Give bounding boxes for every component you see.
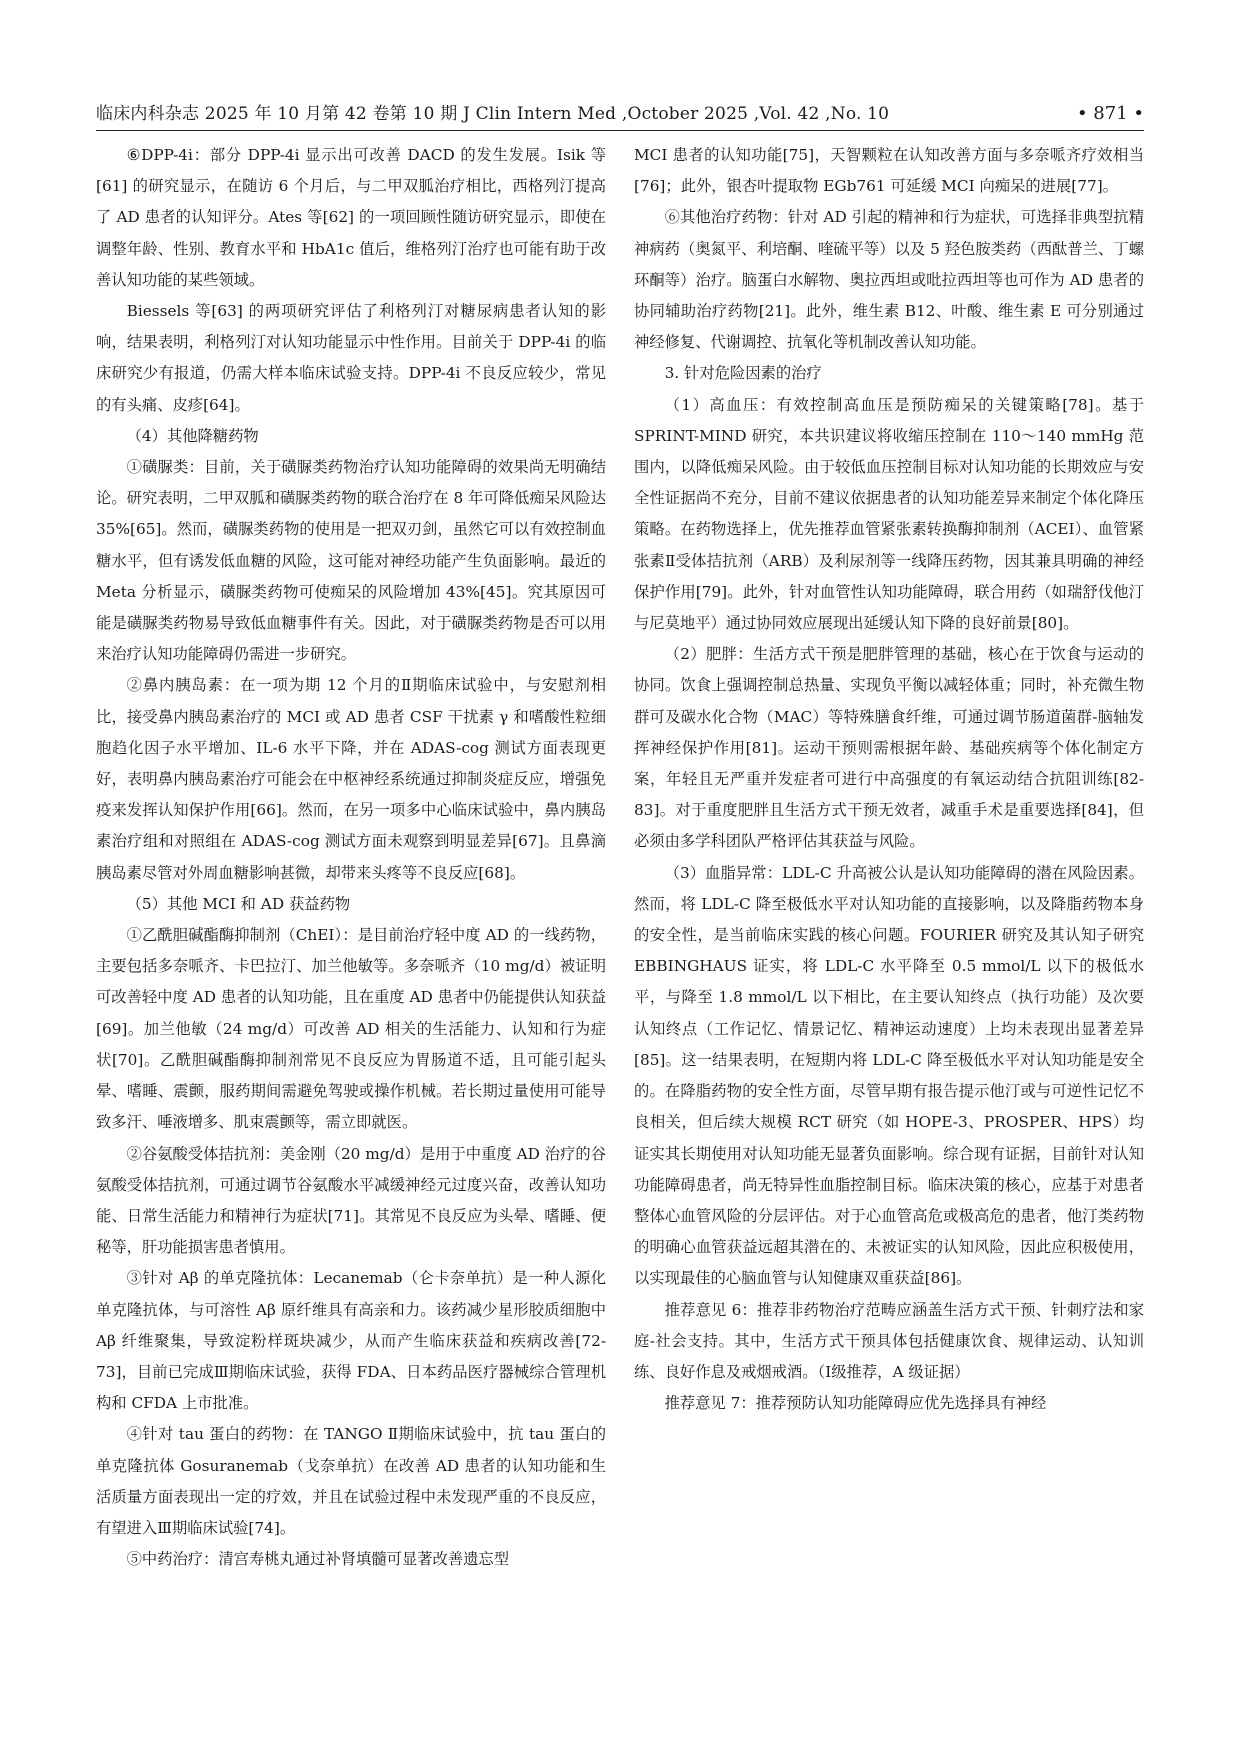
paragraph: ①乙酰胆碱酯酶抑制剂（ChEI）：是目前治疗轻中度 AD 的一线药物，主要包括多奈哌齐、卡巴拉汀、加兰他敏等。多奈哌齐（10 mg/d）被证明可改善轻中度 AD 患者的认知功能，且在重度 AD 患者中仍能提供认知获益[69]。加兰他敏（24 mg/d）可改善 AD 相关的生活能力、认知和行为症状[70]。乙酰胆碱酯酶抑制剂常见不良反应为胃肠道不适，且可能引起头晕、嗜睡、震颤，服药期间需避免驾驶或操作机械。若长期过量使用可能导致多汗、唾液增多、肌束震颤等，需立即就医。 — [96, 926, 606, 1132]
paragraph: ④针对 tau 蛋白的药物：在 TANGO Ⅱ期临床试验中，抗 tau 蛋白的单克隆抗体 Gosuranemab（戈奈单抗）在改善 AD 患者的认知功能和生活质量方面表现出一定的疗效，并且在试验过程中未发现严重的不良反应，有望进入Ⅲ期临床试验[74]。 — [96, 1425, 606, 1537]
paragraph: ①磺脲类：目前，关于磺脲类药物治疗认知功能障碍的效果尚无明确结论。研究表明，二甲双胍和磺脲类药物的联合治疗在 8 年可降低痴呆风险达 35%[65]。然而，磺脲类药物的使用是一把双刃剑，虽然它可以有效控制血糖水平，但有诱发低血糖的风险，这可能对神经功能产生负面影响。最近的 Meta 分析显示，磺脲类药物可使痴呆的风险增加 43%[45]。究其原因可能是磺脲类药物易导致低血糖事件有关。因此，对于磺脲类药物是否可以用来治疗认知功能障碍仍需进一步研究。 — [96, 458, 606, 664]
paragraph: （3）血脂异常：LDL-C 升高被公认是认知功能障碍的潜在风险因素。然而，将 LDL-C 降至极低水平对认知功能的直接影响，以及降脂药物本身的安全性，是当前临床实践的核心问题。FOURIER 研究及其认知子研究 EBBINGHAUS 证实，将 LDL-C 水平降至 0.5 mmol/L 以下的极低水平，与降至 1.8 mmol/L 以下相比，在主要认知终点（执行功能）及次要认知终点（工作记忆、情景记忆、精神运动速度）上均未表现出显著差异[85]。这一结果表明，在短期内将 LDL-C 降至极低水平对认知功能是安全的。在降脂药物的安全性方面，尽管早期有报告提示他汀或与可逆性记忆不良相关，但后续大规模 RCT 研究（如 HOPE-3、PROSPER、HPS）均证实其长期使用对认知功能无显著负面影响。综合现有证据，目前针对认知功能障碍患者，尚无特异性血脂控制目标。临床决策的核心，应基于对患者整体心血管风险的分层评估。对于心血管高危或极高危的患者，他汀类药物的明确心血管获益远超其潜在的、未被证实的认知风险，因此应积极使用，以实现最佳的心脑血管与认知健康双重获益[86]。 — [634, 863, 1144, 1288]
right-column — [634, 140, 1144, 1700]
paragraph: （1）高血压：有效控制高血压是预防痴呆的关键策略[78]。基于 SPRINT-MIND 研究，本共识建议将收缩压控制在 110～140 mmHg 范围内，以降低痴呆风险。由于较低血压控制目标对认知功能的长期效应与安全性证据尚不充分，目前不建议依据患者的认知功能差异来制定个体化降压策略。在药物选择上，优先推荐血管紧张素转换酶抑制剂（ACEI）、血管紧张素Ⅱ受体拮抗剂（ARB）及利尿剂等一线降压药物，因其兼具明确的神经保护作用[79]。此外，针对血管性认知功能障碍，联合用药（如瑞舒伐他汀与尼莫地平）通过协同效应展现出延缓认知下降的良好前景[80]。 — [634, 395, 1144, 633]
paragraph: （2）肥胖：生活方式干预是肥胖管理的基础，核心在于饮食与运动的协同。饮食上强调控制总热量、实现负平衡以减轻体重；同时，补充微生物群可及碳水化合物（MAC）等特殊膳食纤维，可通过调节肠道菌群-脑轴发挥神经保护作用[81]。运动干预则需根据年龄、基础疾病等个体化制定方案，年轻且无严重并发症者可进行中高强度的有氧运动结合抗阻训练[82-83]。对于重度肥胖且生活方式干预无效者，减重手术是重要选择[84]，但必须由多学科团队严格评估其获益与风险。 — [634, 645, 1144, 851]
paragraph: ②鼻内胰岛素：在一项为期 12 个月的Ⅱ期临床试验中，与安慰剂相比，接受鼻内胰岛素治疗的 MCI 或 AD 患者 CSF 干扰素 γ 和嗜酸性粒细胞趋化因子水平增加、IL-6 水平下降，并在 ADAS-cog 测试方面表现更好，表明鼻内胰岛素治疗可能会在中枢神经系统通过抑制炎症反应，增强免疫来发挥认知保护作用[66]。然而，在另一项多中心临床试验中，鼻内胰岛素治疗组和对照组在 ADAS-cog 测试方面未观察到明显差异[67]。且鼻滴胰岛素尽管对外周血糖影响甚微，却带来头疼等不良反应[68]。 — [96, 676, 606, 882]
paragraph: ⑥DPP-4i：部分 DPP-4i 显示出可改善 DACD 的发生发展。Isik 等[61] 的研究显示，在随访 6 个月后，与二甲双胍治疗相比，西格列汀提高了 AD 患者的认知评分。Ates 等[62] 的一项回顾性随访研究显示，即使在调整年龄、性别、教育水平和 HbA1c 值后，维格列汀治疗也可能有助于改善认知功能的某些领域。 — [96, 146, 606, 289]
paragraph: ⑤中药治疗：清宫寿桃丸通过补肾填髓可显著改善遗忘型 — [126, 1550, 510, 1569]
paragraph: ③针对 Aβ 的单克隆抗体：Lecanemab（仑卡奈单抗）是一种人源化单克隆抗体，与可溶性 Aβ 原纤维具有高亲和力。该药减少星形胶质细胞中 Aβ 纤维聚集，导致淀粉样斑块减少，从而产生临床获益和疾病改善[72-73]，目前已完成Ⅲ期临床试验，获得 FDA、日本药品医疗器械综合管理机构和 CFDA 上市批准。 — [96, 1269, 606, 1413]
page-number: • 871 • — [1076, 103, 1144, 124]
left-column — [96, 140, 606, 1700]
paragraph-continuation: MCI 患者的认知功能[75]，天智颗粒在认知改善方面与多奈哌齐疗效相当[76]；此外，银杏叶提取物 EGb761 可延缓 MCI 向痴呆的进展[77]。 — [634, 146, 1144, 196]
running-header — [96, 84, 1144, 131]
journal-citation: 临床内科杂志 2025 年 10 月第 42 卷第 10 期 J Clin Intern Med ,October 2025 ,Vol. 42 ,No. 10 — [96, 104, 890, 124]
section-heading: （4）其他降糖药物 — [126, 426, 259, 445]
paragraph: ②谷氨酸受体拮抗剂：美金刚（20 mg/d）是用于中重度 AD 治疗的谷氨酸受体拮抗剂，可通过调节谷氨酸水平减缓神经元过度兴奋，改善认知功能、日常生活能力和精神行为症状[71]。其常见不良反应为头晕、嗜睡、便秘等，肝功能损害患者慎用。 — [96, 1144, 606, 1257]
paragraph: ⑥其他治疗药物：针对 AD 引起的精神和行为症状，可选择非典型抗精神病药（奥氮平、利培酮、喹硫平等）以及 5 羟色胺类药（西酞普兰、丁螺环酮等）治疗。脑蛋白水解物、奥拉西坦或吡拉西坦等也可作为 AD 患者的协同辅助治疗药物[21]。此外，维生素 B12、叶酸、维生素 E 可分别通过神经修复、代谢调控、抗氧化等机制改善认知功能。 — [634, 208, 1144, 352]
recommendation-6: 推荐意见 6：推荐非药物治疗范畴应涵盖生活方式干预、针刺疗法和家庭-社会支持。其中，生活方式干预具体包括健康饮食、规律运动、认知训练、良好作息及戒烟戒酒。（Ⅰ级推荐，A 级证据） — [634, 1300, 1144, 1381]
body-text — [96, 140, 1144, 1700]
paragraph: Biessels 等[63] 的两项研究评估了利格列汀对糖尿病患者认知的影响，结果表明，利格列汀对认知功能显示中性作用。目前关于 DPP-4i 的临床研究少有报道，仍需大样本临床试验支持。DPP-4i 不良反应较少，常见的有头痛、皮疹[64]。 — [96, 302, 606, 414]
section-heading: （5）其他 MCI 和 AD 获益药物 — [126, 894, 351, 913]
recommendation-7: 推荐意见 7：推荐预防认知功能障碍应优先选择具有神经 — [664, 1394, 1047, 1413]
section-heading: 3. 针对危险因素的治疗 — [664, 364, 822, 383]
